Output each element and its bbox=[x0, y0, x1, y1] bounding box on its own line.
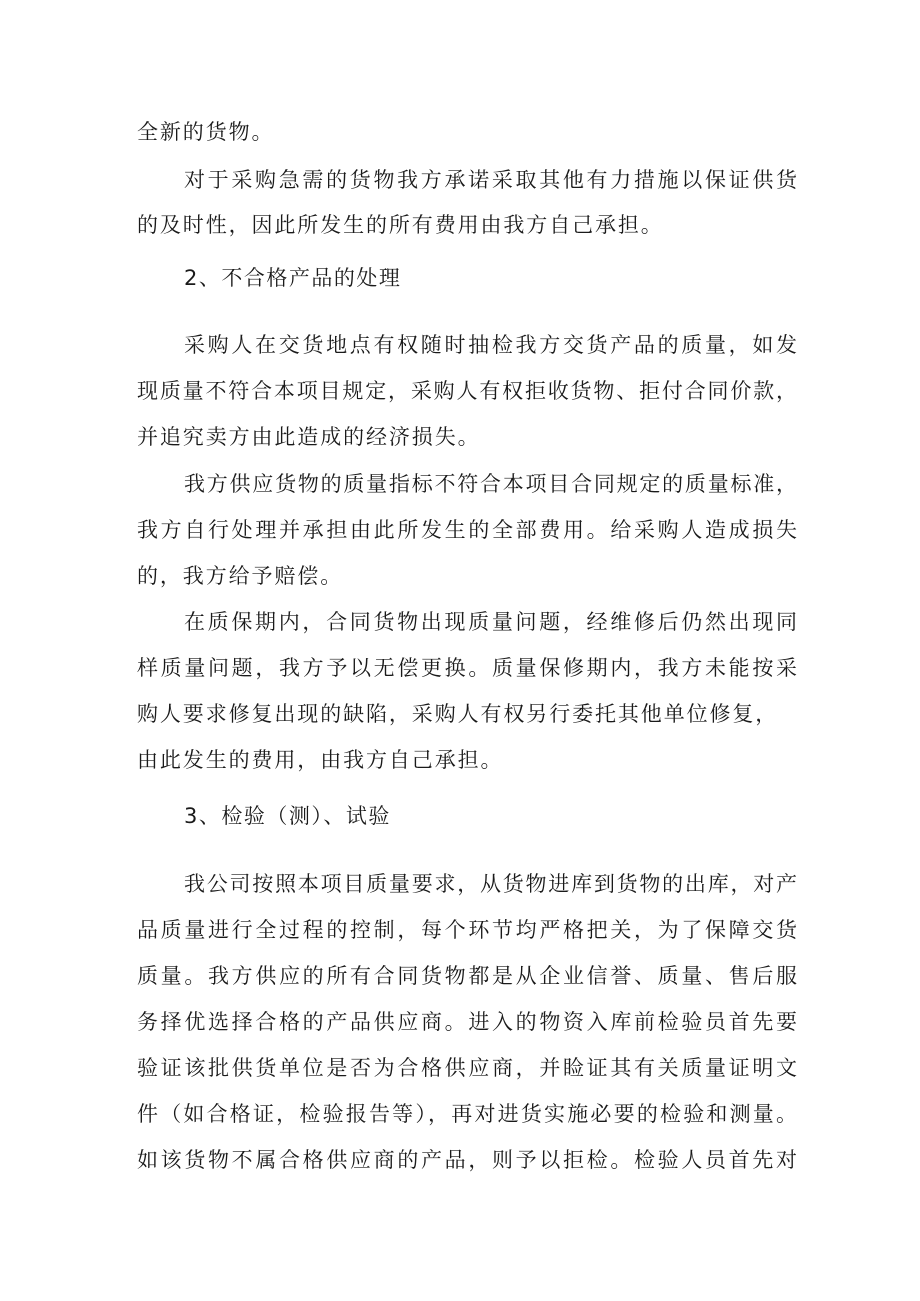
paragraph-line: 的，我方给予赔偿。 bbox=[137, 564, 344, 588]
paragraph-line: 验证该批供货单位是否为合格供应商，并睑证其有关质量证明文 bbox=[137, 1056, 797, 1080]
paragraph-line: 我方自行处理并承担由此所发生的全部费用。给采购人造成损失 bbox=[137, 518, 797, 542]
section-heading: 3、检验（测）、试验 bbox=[184, 804, 391, 828]
section-heading: 2、不合格产品的处理 bbox=[184, 266, 402, 290]
paragraph-line: 的及时性，因此所发生的所有费用由我方自己承担。 bbox=[137, 213, 664, 237]
paragraph-line: 对于采购急需的货物我方承诺采取其他有力措施以保证供货 bbox=[184, 168, 797, 192]
paragraph-line: 品质量进行全过程的控制，每个环节均严格把关，为了保障交货 bbox=[137, 918, 797, 942]
paragraph-line: 质量。我方供应的所有合同货物都是从企业信誉、质量、售后服 bbox=[137, 964, 797, 988]
paragraph-line: 采购人在交货地点有权随时抽检我方交货产品的质量，如发 bbox=[184, 333, 797, 357]
paragraph-line: 我公司按照本项目质量要求，从货物进库到货物的出库，对产 bbox=[184, 872, 797, 896]
paragraph-line: 务择优选择合格的产品供应商。进入的物资入库前检验员首先要 bbox=[137, 1010, 797, 1034]
paragraph-line: 在质保期内，合同货物出现质量问题，经维修后仍然出现同 bbox=[184, 610, 797, 634]
paragraph-line: 如该货物不属合格供应商的产品，则予以拒检。检验人员首先对 bbox=[137, 1148, 797, 1172]
paragraph-line: 由此发生的费用，由我方自己承担。 bbox=[137, 748, 504, 772]
paragraph-line: 购人要求修复出现的缺陷，采购人有权另行委托其他单位修复， bbox=[137, 702, 779, 726]
paragraph-line: 并追究卖方由此造成的经济损失。 bbox=[137, 425, 481, 449]
paragraph-line: 我方供应货物的质量指标不符合本项目合同规定的质量标准， bbox=[184, 472, 797, 496]
paragraph-line: 样质量问题，我方予以无偿更换。质量保修期内，我方未能按采 bbox=[137, 656, 797, 680]
paragraph-line: 现质量不符合本项目规定，采购人有权拒收货物、拒付合同价款， bbox=[137, 379, 797, 403]
paragraph-line: 全新的货物。 bbox=[137, 120, 275, 144]
paragraph-line: 件（如合格证，检验报告等），再对进货实施必要的检验和测量。 bbox=[137, 1102, 797, 1126]
